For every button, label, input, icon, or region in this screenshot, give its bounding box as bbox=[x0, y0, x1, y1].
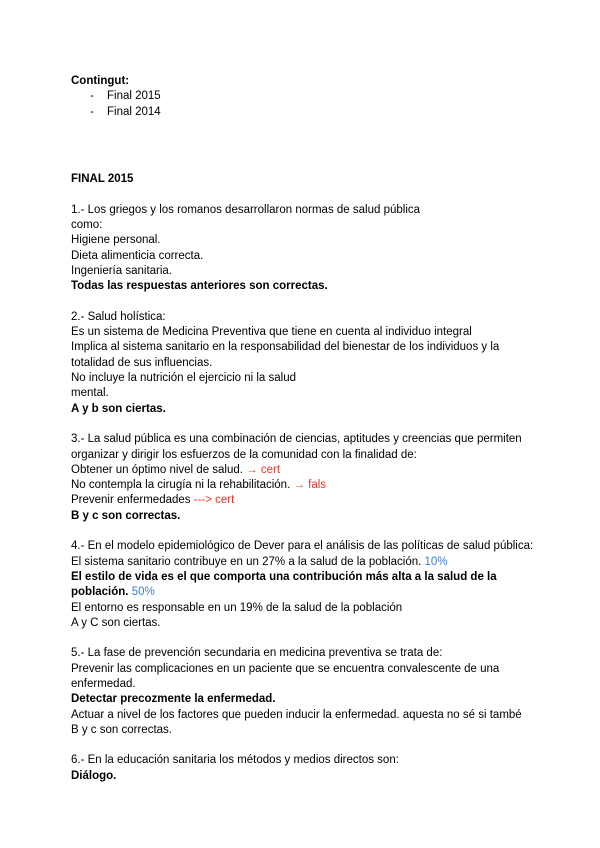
option bbox=[71, 555, 571, 570]
option: No incluye la nutrición el ejercicio ni la salud bbox=[71, 372, 297, 385]
option: enfermedad. bbox=[71, 677, 136, 690]
note-cert: → cert bbox=[246, 463, 281, 476]
question-3 bbox=[71, 432, 571, 524]
option: Ingeniería sanitaria. bbox=[71, 264, 173, 277]
answer bbox=[71, 585, 571, 600]
question-6 bbox=[71, 753, 571, 784]
question-text: 6.- En la educación sanitaria los métodos y medios directos son: bbox=[71, 754, 399, 767]
option bbox=[71, 493, 571, 508]
note-percent: 10% bbox=[424, 555, 448, 568]
option: A y C son ciertas. bbox=[71, 616, 161, 629]
option: Dieta alimenticia correcta. bbox=[71, 249, 204, 262]
option-text: No contempla la cirugía ni la rehabilitación. bbox=[71, 479, 291, 492]
option: Implica al sistema sanitario en la responsabilidad del bienestar de los individuos y la bbox=[71, 341, 500, 354]
contents-item bbox=[71, 89, 571, 104]
question-text: 5.- La fase de prevención secundaria en medicina preventiva se trata de: bbox=[71, 647, 443, 660]
question-1 bbox=[71, 203, 571, 295]
option-text: Prevenir enfermedades bbox=[71, 494, 191, 507]
option bbox=[71, 463, 571, 478]
contents-item bbox=[71, 105, 571, 120]
question-text: 4.- En el modelo epidemiológico de Dever para el análisis de las políticas de salud pública: bbox=[71, 540, 534, 553]
document-body bbox=[71, 74, 571, 784]
option: El entorno es responsable en un 19% de la salud de la población bbox=[71, 601, 403, 614]
answer: El estilo de vida es el que comporta una contribución más alta a la salud de la bbox=[71, 570, 497, 583]
question-5 bbox=[71, 646, 571, 738]
option: totalidad de sus influencias. bbox=[71, 356, 213, 369]
question-text: 1.- Los griegos y los romanos desarrollaron normas de salud pública bbox=[71, 203, 421, 216]
option-text: Obtener un óptimo nivel de salud. bbox=[71, 463, 243, 476]
answer: B y c son correctas. bbox=[71, 509, 181, 522]
option: B y c son correctas. bbox=[71, 723, 172, 736]
question-text: como: bbox=[71, 219, 103, 232]
note-fals: → fals bbox=[293, 479, 327, 492]
option: Actuar a nivel de los factores que pueden inducir la enfermedad. aquesta no sé si també bbox=[71, 708, 522, 721]
answer: Todas las respuestas anteriores son correctas. bbox=[71, 280, 328, 293]
option-text: población. bbox=[71, 586, 129, 599]
question-text: 3.- La salud pública es una combinación de ciencias, aptitudes y creencias que permiten bbox=[71, 433, 522, 446]
note-cert: ---> cert bbox=[193, 494, 235, 507]
option bbox=[71, 478, 571, 493]
option: Higiene personal. bbox=[71, 234, 161, 247]
note-percent: 50% bbox=[131, 586, 155, 599]
contents-item-label: Final 2014 bbox=[107, 105, 161, 118]
answer: Diálogo. bbox=[71, 769, 117, 782]
question-4 bbox=[71, 539, 571, 631]
option-text: El sistema sanitario contribuye en un 27% a la salud de la población. bbox=[71, 555, 422, 568]
question-2 bbox=[71, 310, 571, 417]
list-dash: - bbox=[90, 90, 94, 103]
answer: A y b son ciertas. bbox=[71, 402, 166, 415]
answer: Detectar precozmente la enfermedad. bbox=[71, 693, 276, 706]
question-text: organizar y dirigir los esfuerzos de la comunidad con la finalidad de: bbox=[71, 448, 417, 461]
list-dash: - bbox=[90, 105, 94, 118]
contents-heading: Contingut: bbox=[71, 75, 130, 87]
question-text: 2.- Salud holística: bbox=[71, 310, 166, 323]
option: Es un sistema de Medicina Preventiva que tiene en cuenta al individuo integral bbox=[71, 326, 472, 339]
section-title: FINAL 2015 bbox=[71, 173, 134, 186]
contents-list bbox=[71, 89, 571, 120]
option: mental. bbox=[71, 387, 109, 400]
option: Prevenir las complicaciones en un paciente que se encuentra convalescente de una bbox=[71, 662, 500, 675]
contents-item-label: Final 2015 bbox=[107, 90, 161, 103]
